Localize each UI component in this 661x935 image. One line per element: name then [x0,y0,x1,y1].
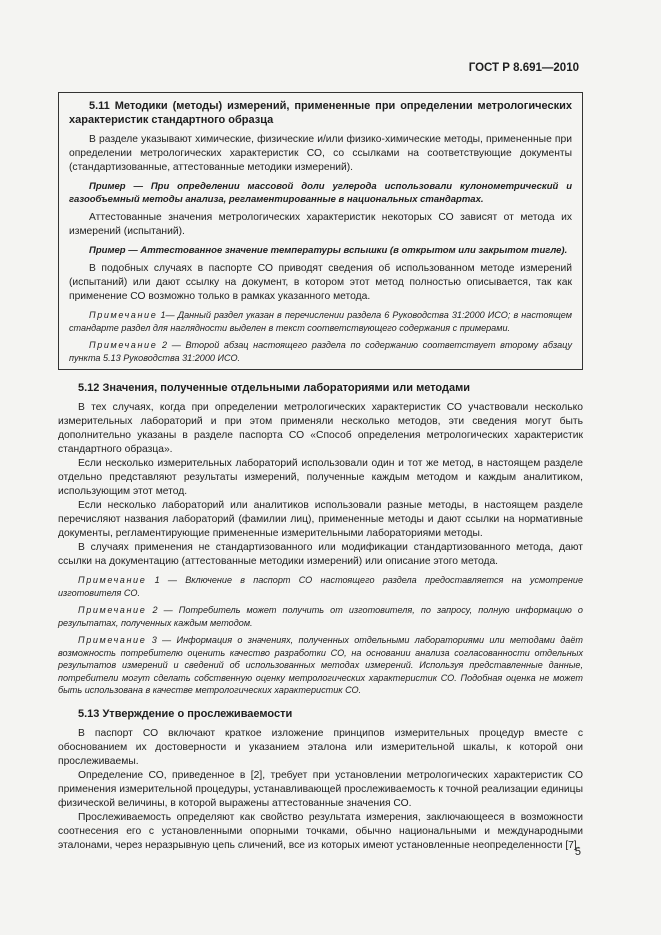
section-5-13-paragraph-2: Определение СО, приведенное в [2], требует при установлении метрологических характеристик СО применения измерительной процедуры, устанавливающей прослеживаемость к точной реализации единицы физической величины, в которой выражены аттестованные значения СО. [58,769,583,809]
page-header: ГОСТ Р 8.691—2010 [468,62,579,74]
section-5-12-paragraph-2: Если несколько измерительных лабораторий использовали один и тот же метод, в настоящем разделе отдельно представляют результаты измерений, полученные каждым методом и каждым аналитиком, использующим этот метод. [58,458,583,497]
section-5-11-paragraph-2: Аттестованные значения метрологических характеристик некоторых СО зависят от метода их измерений (испытаний). [69,212,572,237]
section-5-11-example-2: Пример — Аттестованное значение температуры вспышки (в открытом или закрытом тигле). [89,245,568,256]
note-label: Примечание [78,575,147,585]
section-5-11-example-1: Пример — При определении массовой доли углерода использовали кулонометрический и газообъемный методы анализа, регламентированные в национальных стандартах. [69,181,572,205]
section-5-12 [58,381,583,697]
note-text: 2 — Второй абзац настоящего раздела по содержанию соответствует второму абзацу пункта 5.13 Руководства 31:2000 ИСО. [69,340,572,363]
note-text: 3 — Информация о значениях, полученных отдельными лабораториями или методами даёт возможность потребителю оценить качество разработки СО, на основании анализа согласованности отдельных результатов измерений и сведений об использованных методах измерений. Используя представленные данные, потребители могут сделать собственную оценку метрологических характеристик СО. Подобная оценка не может быть использована в качестве метрологических характеристик СО. [58,635,583,695]
note-text: 1 — Включение в паспорт СО настоящего раздела предоставляется на усмотрение изготовителя СО. [58,575,583,598]
section-5-12-paragraph-3: Если несколько лабораторий или аналитиков использовали разные методы, в настоящем разделе перечисляют названия лабораторий (фамилии лиц), примененные методы и дают ссылки на нормативные документы, регламентирующие примененные измерительными лабораториями методы. [58,500,583,539]
section-5-11-title: 5.11 Методики (методы) измерений, примененные при определении метрологических характеристик стандартного образца [69,100,572,126]
note-text: 1— Данный раздел указан в перечислении раздела 6 Руководства 31:2000 ИСО; в настоящем стандарте раздел для наглядности выделен в текст соответствующего содержания с примерами. [69,310,572,333]
note-label: Примечание [89,340,158,350]
page-number: 5 [574,846,581,858]
section-5-11-box [58,92,583,370]
page-body [58,92,583,853]
section-5-11-paragraph-3: В подобных случаях в паспорте СО приводят сведения об использованном методе измерений (испытаний) или дают ссылку на документ, в котором этот метод полностью описывается, так как применение СО возможно только в рамках указанного метода. [69,263,572,302]
section-5-11-note-2 [69,339,572,364]
section-5-12-note-1 [58,574,583,599]
section-5-11-note-1 [69,309,572,334]
section-5-11-paragraph-1: В разделе указывают химические, физические и/или физико-химические методы, примененные при определении метрологических характеристик СО, со ссылками на соответствующие документы (стандартизованные, аттестованные методики измерений). [69,134,572,173]
section-5-12-note-2 [58,604,583,629]
section-5-13-paragraph-3: Прослеживаемость определяют как свойство результата измерения, заключающееся в возможности соотнесения его с установленными опорными точками, обычно национальными и международными эталонами, через неразрывную цепь сличений, все из которых имеют установленные неопределенности [7]. [58,811,583,851]
section-5-12-paragraph-4: В случаях применения не стандартизованного или модификации стандартизованного метода, дают ссылки на документацию (аттестованные методики измерений) или описание этого метода. [58,542,583,567]
section-5-12-paragraph-1: В тех случаях, когда при определении метрологических характеристик СО участвовали несколько измерительных лабораторий и при этом применяли несколько методов, эти сведения могут быть дополнительно указаны в разделе паспорта СО «Способ определения метрологических характеристик стандартного образца». [58,402,583,455]
note-text: 2 — Потребитель может получить от изготовителя, по запросу, полную информацию о результатах, полученных каждым методом. [58,605,583,628]
section-5-13-title: 5.13 Утверждение о прослеживаемости [78,707,293,720]
note-label: Примечание [78,635,147,645]
note-label: Примечание [89,310,158,320]
section-5-13 [58,707,583,853]
note-label: Примечание [78,605,147,615]
section-5-12-note-3 [58,634,583,697]
section-5-13-paragraph-1: В паспорт СО включают краткое изложение принципов измерительных процедур вместе с обоснованием их достоверности и указанием эталона или измерительной шкалы, к которой они прослеживаемы. [58,727,583,767]
section-5-12-title: 5.12 Значения, полученные отдельными лабораториями или методами [78,382,470,394]
